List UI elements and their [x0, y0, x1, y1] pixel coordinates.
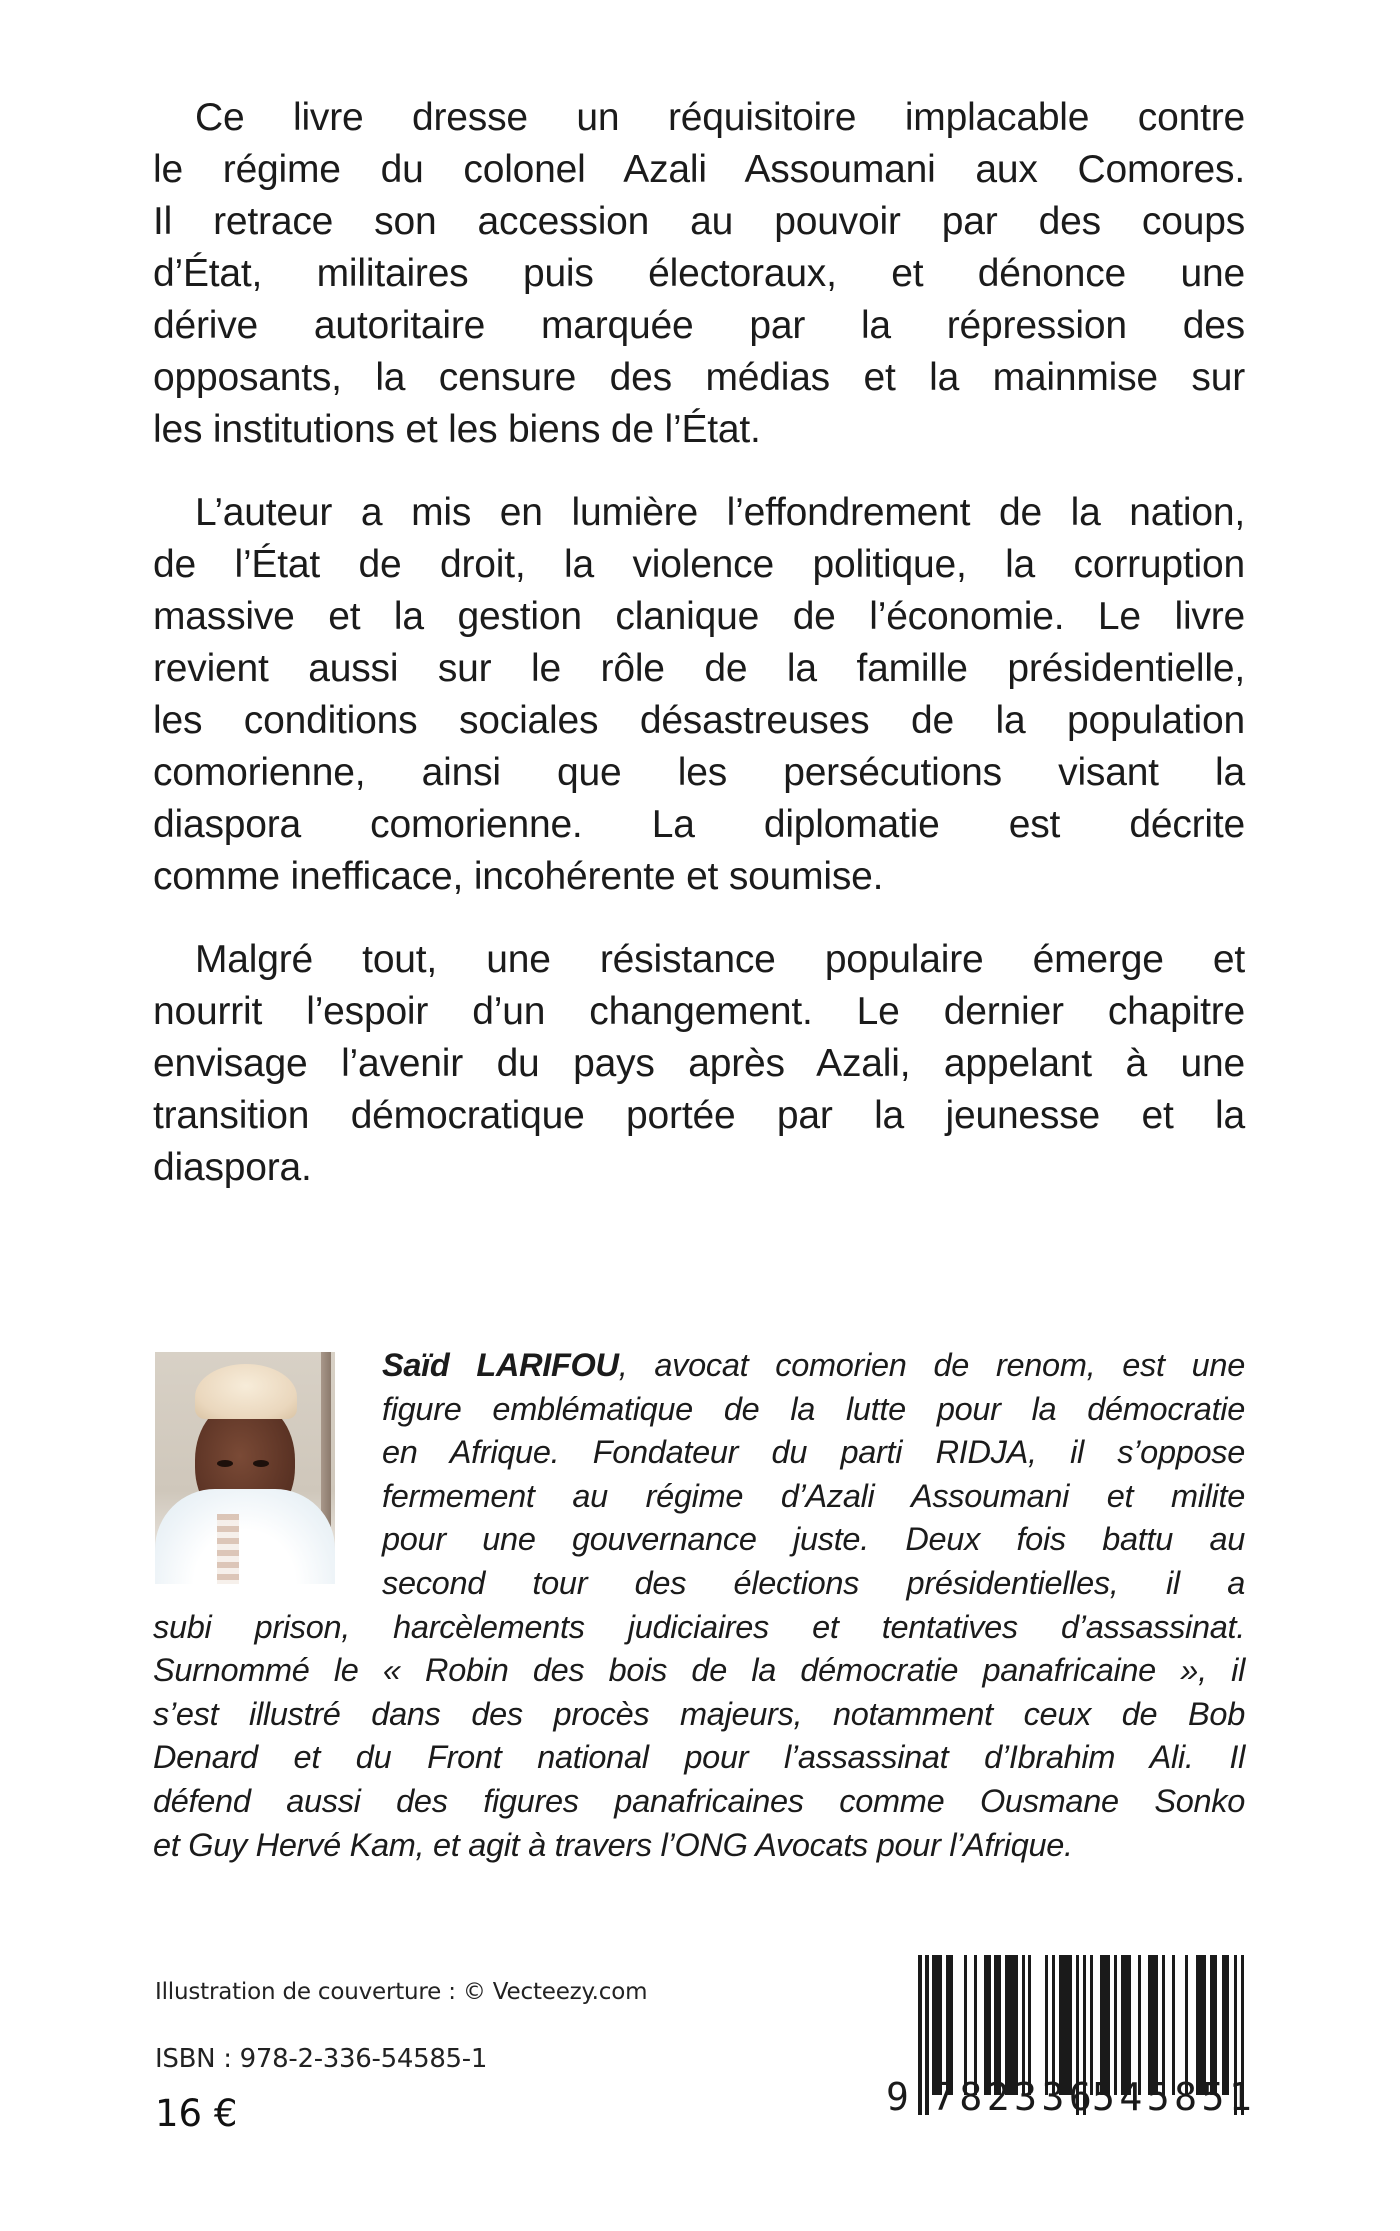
- bio-line: et Guy Hervé Kam, et agit à travers l’ONG Avocats pour l’Afrique.: [153, 1826, 1073, 1863]
- cover-illustration-credit: Illustration de couverture : © Vecteezy.com: [155, 1979, 648, 2005]
- author-section: [153, 1330, 1245, 1867]
- summary-line: nourrit l’espoir d’un changement. Le dernier chapitre: [153, 990, 1245, 1033]
- summary-line: massive et la gestion clanique de l’économie. Le livre: [153, 595, 1245, 638]
- barcode-digits: [880, 2075, 1257, 2135]
- summary-line: opposants, la censure des médias et la mainmise sur: [153, 356, 1245, 399]
- summary-line: dérive autoritaire marquée par la répression des: [153, 304, 1245, 347]
- summary-line: Ce livre dresse un réquisitoire implacable contre: [195, 96, 1245, 139]
- photo-robe-embroidery: [217, 1514, 239, 1584]
- summary-line: diaspora comorienne. La diplomatie est décrite: [153, 803, 1245, 846]
- photo-kofia-cap: [195, 1364, 297, 1419]
- summary-line: Malgré tout, une résistance populaire émerge et: [195, 938, 1245, 981]
- bio-line: [382, 1344, 1245, 1388]
- summary-line: envisage l’avenir du pays après Azali, appelant à une: [153, 1042, 1245, 1085]
- summary-line: le régime du colonel Azali Assoumani aux Comores.: [153, 148, 1245, 191]
- bio-line: fermement au régime d’Azali Assoumani et milite: [382, 1477, 1245, 1514]
- summary-line: de l’État de droit, la violence politique, la corruption: [153, 543, 1245, 586]
- barcode-lead-digit: 9: [886, 2075, 914, 2119]
- bio-line: second tour des élections présidentielles, il a: [382, 1564, 1245, 1601]
- barcode-right-group: 545851: [1092, 2075, 1257, 2119]
- summary-line: d’État, militaires puis électoraux, et dénonce une: [153, 252, 1245, 295]
- summary-line: diaspora.: [153, 1146, 312, 1189]
- author-photo: [155, 1352, 335, 1584]
- summary-line: comorienne, ainsi que les persécutions visant la: [153, 751, 1245, 794]
- photo-eye: [217, 1460, 233, 1467]
- bio-text: , avocat comorien de renom, est une: [618, 1347, 1245, 1383]
- summary-line: comme inefficace, incohérente et soumise.: [153, 855, 884, 898]
- bio-line: Surnommé le « Robin des bois de la démocratie panafricaine », il: [153, 1652, 1245, 1689]
- barcode-left-group: 782336: [932, 2075, 1097, 2119]
- summary-line: les conditions sociales désastreuses de la population: [153, 699, 1245, 742]
- bio-line: s’est illustré dans des procès majeurs, notamment ceux de Bob: [153, 1695, 1245, 1732]
- isbn: ISBN : 978-2-336-54585-1: [155, 2044, 488, 2074]
- summary-paragraph-2: [153, 487, 1245, 903]
- bio-line: Denard et du Front national pour l’assassinat d’Ibrahim Ali. Il: [153, 1739, 1245, 1776]
- summary-paragraph-1: [153, 92, 1245, 456]
- bio-line: subi prison, harcèlements judiciaires et tentatives d’assassinat.: [153, 1608, 1245, 1645]
- photo-eye: [253, 1460, 269, 1467]
- photo-robe: [155, 1489, 335, 1584]
- summary-line: transition démocratique portée par la jeunesse et la: [153, 1094, 1245, 1137]
- bio-line: en Afrique. Fondateur du parti RIDJA, il s’oppose: [382, 1434, 1245, 1471]
- author-name: Saïd LARIFOU: [382, 1347, 619, 1383]
- bio-line: défend aussi des figures panafricaines comme Ousmane Sonko: [153, 1782, 1245, 1819]
- summary-paragraph-3: [153, 934, 1245, 1194]
- summary-line: revient aussi sur le rôle de la famille présidentielle,: [153, 647, 1245, 690]
- bio-line: pour une gouvernance juste. Deux fois battu au: [382, 1521, 1245, 1558]
- price: 16 €: [155, 2092, 238, 2135]
- book-summary: [153, 92, 1245, 1225]
- summary-line: L’auteur a mis en lumière l’effondrement de la nation,: [195, 491, 1245, 534]
- isbn-barcode: [880, 1950, 1257, 2140]
- photo-background-door: [321, 1352, 331, 1527]
- summary-line: Il retrace son accession au pouvoir par des coups: [153, 200, 1245, 243]
- summary-line: les institutions et les biens de l’État.: [153, 408, 761, 451]
- bio-line: figure emblématique de la lutte pour la démocratie: [382, 1390, 1245, 1427]
